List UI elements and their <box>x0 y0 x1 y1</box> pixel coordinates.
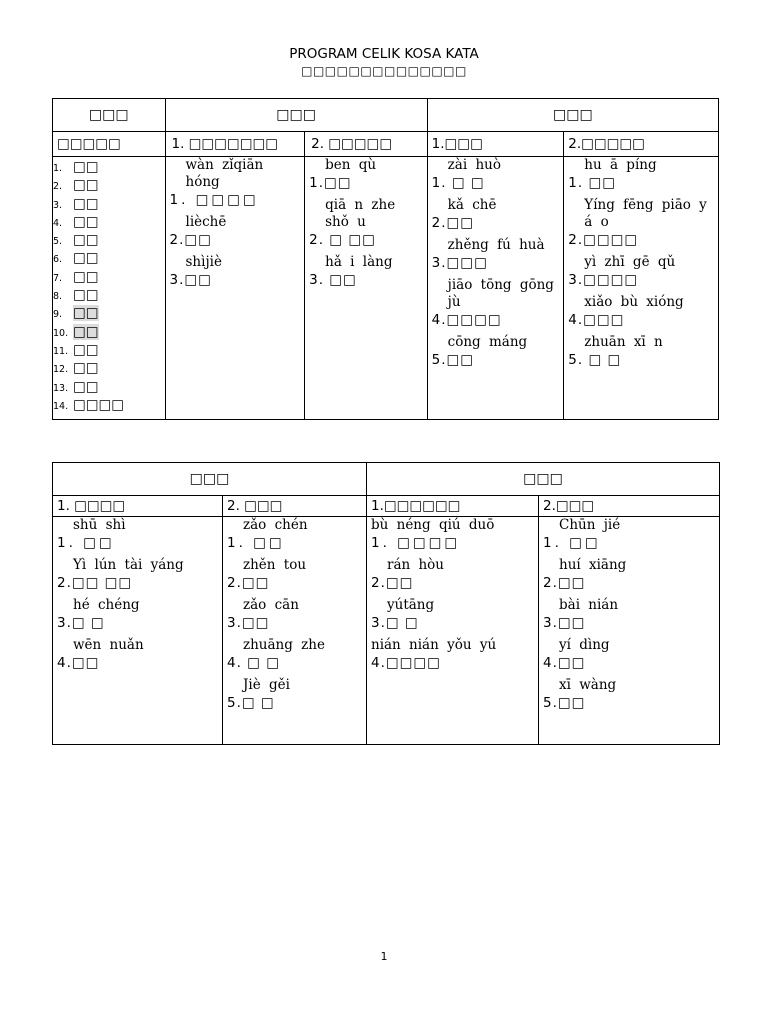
index-word: □□□□ <box>73 396 125 413</box>
index-word: □□ <box>73 159 99 175</box>
unit-header: □□□ <box>53 463 367 496</box>
lesson-header: 1. □□□□□□□ <box>165 132 305 157</box>
vocab-word: 3. □□ <box>309 272 357 288</box>
index-word: □□ <box>73 213 99 230</box>
pinyin-line: hǎ i làng <box>325 254 393 270</box>
document-header <box>0 46 768 79</box>
pinyin-line: shìjiè <box>185 254 222 270</box>
index-word: □□ <box>73 177 99 194</box>
pinyin-line: Yì lún tài yáng <box>73 557 184 573</box>
index-list <box>53 157 165 415</box>
vocab-cell <box>539 517 720 745</box>
index-number: 7. <box>53 272 63 284</box>
pinyin-line: zài huò <box>447 157 501 173</box>
index-list-item <box>53 287 165 305</box>
vocab-word: 5.□□ <box>431 352 475 368</box>
pinyin-line: yútāng <box>387 597 435 613</box>
vocab-word: 2.□□ <box>169 232 212 248</box>
index-number: 11. <box>53 345 69 357</box>
index-word: □□ <box>73 378 99 395</box>
vocab-word: 1. □□ <box>568 175 616 191</box>
vocab-cell <box>367 517 539 745</box>
vocabulary-table-2 <box>52 462 720 745</box>
vocab-word: 1. □□□□ <box>371 535 461 551</box>
pinyin-line: xī wàng <box>559 677 617 693</box>
document-subtitle: □□□□□□□□□□□□□□ <box>301 64 467 78</box>
vocab-word: 1. □□ <box>57 535 115 551</box>
index-number: 5. <box>53 236 63 248</box>
index-number: 9. <box>53 309 63 321</box>
index-word: □□ <box>73 287 99 304</box>
pinyin-line: zhuān xī n <box>584 334 663 350</box>
lesson-header: 1. □□□□ <box>53 496 223 517</box>
pinyin-line: Jiè gěi <box>243 677 290 693</box>
index-number: 10. <box>53 327 69 339</box>
index-word: □□ <box>73 323 99 340</box>
table-content-row <box>53 517 720 745</box>
pinyin-line: shū shì <box>73 517 126 533</box>
vocab-word: 2.□□□□ <box>568 232 639 248</box>
index-list-item <box>53 397 165 415</box>
index-list-item <box>53 379 165 397</box>
vocab-word: 4.□□ <box>543 655 586 671</box>
index-list-item <box>53 159 165 177</box>
index-number: 3. <box>53 199 63 211</box>
vocab-word: 2.□□ <box>227 575 270 591</box>
pinyin-line: xiǎo bù xióng <box>584 294 684 310</box>
vocab-word: 4.□□□ <box>568 312 625 328</box>
vocab-word: 5.□ □ <box>227 695 275 711</box>
vocab-word: 4.□□□□ <box>431 312 502 328</box>
lesson-header: □□□□□ <box>53 132 166 157</box>
pinyin-line: qiā n zhe shǒ u <box>325 197 396 230</box>
vocab-word: 3.□□ <box>543 615 586 631</box>
index-list-item <box>53 250 165 268</box>
vocab-word: 2.□□ □□ <box>57 575 133 591</box>
pinyin-line: zhěng fú huà <box>447 237 545 253</box>
pinyin-line: hé chéng <box>73 597 140 613</box>
pinyin-line: rán hòu <box>387 557 445 573</box>
pinyin-line: kǎ chē <box>447 197 497 213</box>
lesson-header: 1.□□□ <box>427 132 564 157</box>
vocab-cell <box>427 157 564 420</box>
index-list-item <box>53 324 165 342</box>
vocab-word: 4.□□□□ <box>371 655 441 671</box>
index-number: 12. <box>53 364 69 376</box>
pinyin-line: lièchē <box>185 214 227 230</box>
pinyin-line: cōng máng <box>447 334 528 350</box>
index-list-item <box>53 214 165 232</box>
table-subheader-row <box>53 496 720 517</box>
index-word: □□ <box>73 250 99 267</box>
vocab-word: 1. □□ <box>227 535 285 551</box>
index-word: □□ <box>73 360 99 377</box>
index-number: 6. <box>53 254 63 266</box>
index-number: 14. <box>53 400 69 412</box>
table-subheader-row <box>53 132 719 157</box>
index-list-item <box>53 196 165 214</box>
index-list-item <box>53 342 165 360</box>
unit-header: □□□ <box>427 99 718 132</box>
index-list-item <box>53 177 165 195</box>
pinyin-line: jiāo tōng gōng jù <box>447 277 554 310</box>
pinyin-line: Chūn jié <box>559 517 621 533</box>
vocab-word: 5.□□ <box>543 695 586 711</box>
index-word: □□ <box>73 341 99 358</box>
vocab-cell <box>564 157 719 420</box>
vocab-word: 1. □ □ <box>431 175 485 191</box>
pinyin-line: hu ā píng <box>584 157 657 173</box>
vocab-word: 2.□□ <box>431 215 475 231</box>
pinyin-line: bài nián <box>559 597 619 613</box>
unit-header: □□□ <box>165 99 427 132</box>
vocab-word: 2. □ □□ <box>309 232 376 248</box>
vocab-word: 3.□□□ <box>431 255 488 271</box>
table-header-row <box>53 99 719 132</box>
vocab-word: 5. □ □ <box>568 352 622 368</box>
pinyin-line: bù néng qiú duō <box>371 517 495 533</box>
vocab-word: 1. □□ <box>543 535 601 551</box>
pinyin-line: wàn zǐqiān hóng <box>185 157 264 190</box>
index-number: 1. <box>53 163 63 174</box>
pinyin-line: wēn nuǎn <box>73 637 144 653</box>
vocab-cell <box>223 517 367 745</box>
lesson-header: 2. □□□□□ <box>305 132 428 157</box>
index-word: □□ <box>73 232 99 249</box>
pinyin-line: huí xiāng <box>559 557 627 573</box>
table-content-row <box>53 157 719 420</box>
vocab-word: 4.□□ <box>57 655 100 671</box>
vocab-word: 3.□ □ <box>57 615 105 631</box>
index-list-item <box>53 232 165 250</box>
vocab-word: 3.□□□□ <box>568 272 639 288</box>
vocab-word: 3.□□ <box>227 615 270 631</box>
pinyin-line: zhuāng zhe <box>243 637 325 653</box>
vocab-word: 1. □□□□ <box>169 192 259 208</box>
index-list-item <box>53 269 165 287</box>
vocab-word: 3.□□ <box>169 272 212 288</box>
vocab-cell <box>53 517 223 745</box>
pinyin-line: yì zhī gē qǔ <box>584 254 676 270</box>
vocab-word: 3.□ □ <box>371 615 419 631</box>
index-list-item <box>53 360 165 378</box>
pinyin-line: Yíng fēng piāo y á o <box>584 197 707 230</box>
lesson-header: 2. □□□ <box>223 496 367 517</box>
index-column <box>53 157 166 420</box>
unit-header: □□□ <box>367 463 720 496</box>
lesson-header: 1.□□□□□□ <box>367 496 539 517</box>
vocab-cell <box>305 157 428 420</box>
table-header-row <box>53 463 720 496</box>
index-number: 8. <box>53 291 63 303</box>
vocabulary-table-1 <box>52 98 719 420</box>
vocab-cell <box>165 157 305 420</box>
index-number: 13. <box>53 382 69 394</box>
document-title: PROGRAM CELIK KOSA KATA <box>289 46 479 62</box>
unit-header: □□□ <box>53 99 166 132</box>
index-word: □□ <box>73 305 99 322</box>
vocab-word: 2.□□ <box>371 575 414 591</box>
vocab-word: 2.□□ <box>543 575 586 591</box>
page-number: 1 <box>380 950 388 963</box>
index-word: □□ <box>73 268 99 285</box>
pinyin-line: yí dìng <box>559 637 610 653</box>
index-number: 2. <box>53 181 63 193</box>
pinyin-line: zhěn tou <box>243 557 307 573</box>
pinyin-line: nián nián yǒu yú <box>371 637 497 653</box>
lesson-header: 2.□□□ <box>539 496 720 517</box>
vocab-word: 1.□□ <box>309 175 352 191</box>
lesson-header: 2.□□□□□ <box>564 132 719 157</box>
pinyin-line: zǎo cān <box>243 597 299 613</box>
index-list-item <box>53 305 165 323</box>
index-number: 4. <box>53 217 63 229</box>
index-word: □□ <box>73 195 99 212</box>
pinyin-line: ben qù <box>325 157 377 173</box>
vocab-word: 4. □ □ <box>227 655 280 671</box>
pinyin-line: zǎo chén <box>243 517 308 533</box>
